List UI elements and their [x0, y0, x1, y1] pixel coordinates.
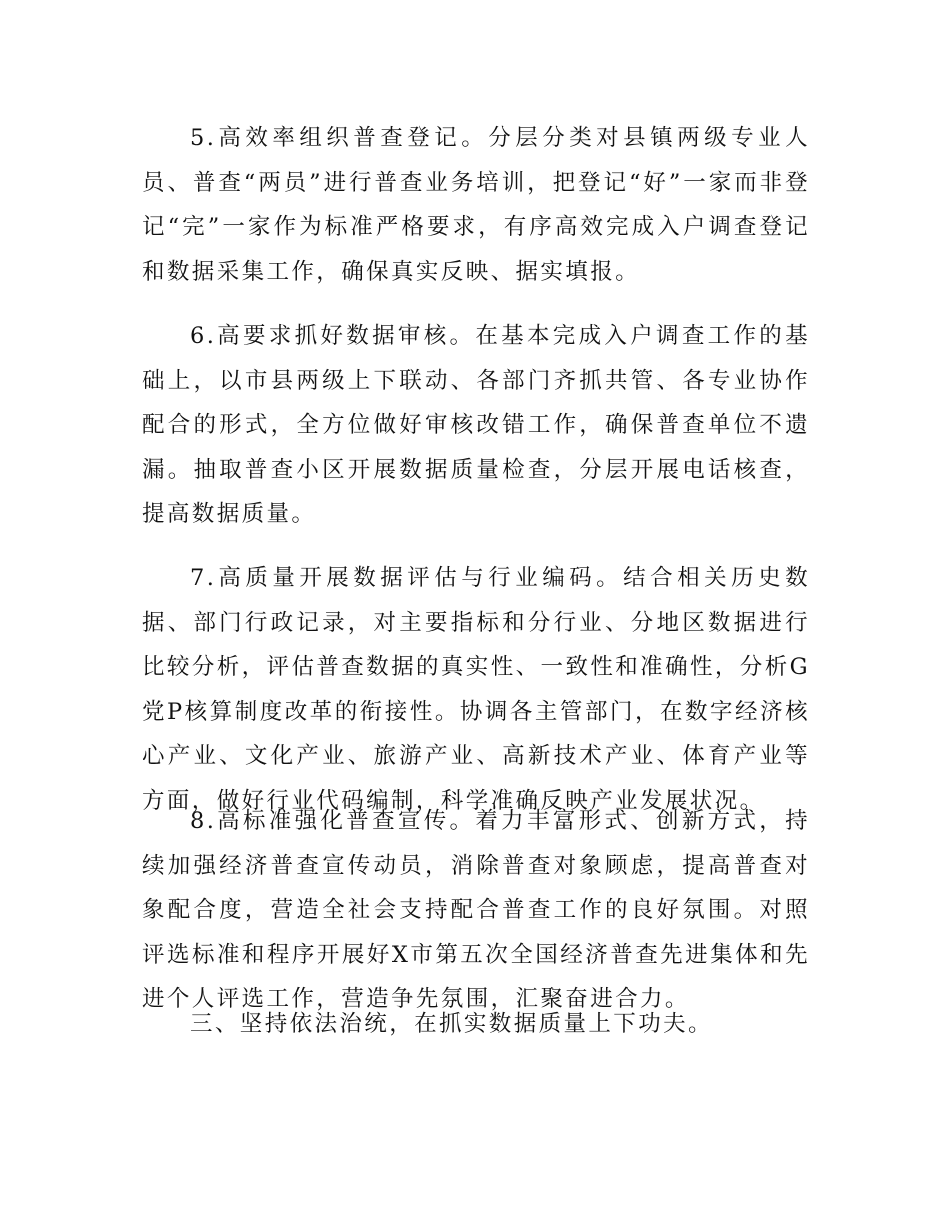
paragraph-item-7-data-evaluation: 7.高质量开展数据评估与行业编码。结合相关历史数据、部门行政记录，对主要指标和分行业、分地区数据进行比较分析，评估普查数据的真实性、一致性和准确性，分析G党P核算制度改革的衔接性。协调各主管部门，在数字经济核心产业、文化产业、旅游产业、高新技术产业、体育产业等方面，做好行业代码编制，科学准确反映产业发展状况。: [142, 565, 810, 814]
section-heading-three: 三、坚持依法治统，在抓实数据质量上下功夫。: [190, 1011, 713, 1037]
paragraph-item-5-registration: 5.高效率组织普查登记。分层分类对县镇两级专业人员、普查“两员”进行普查业务培训，把登记“好”一家而非登记“完”一家作为标准严格要求，有序高效完成入户调查登记和数据采集工作，确保真实反映、据实填报。: [142, 125, 810, 285]
paragraph-item-6-data-review: 6.高要求抓好数据审核。在基本完成入户调查工作的基础上，以市县两级上下联动、各部门齐抓共管、各专业协作配合的形式，全方位做好审核改错工作，确保普查单位不遗漏。抽取普查小区开展数据质量检查，分层开展电话核查，提高数据质量。: [142, 323, 810, 527]
paragraph-item-8-publicity: 8.高标准强化普查宣传。着力丰富形式、创新方式，持续加强经济普查宣传动员，消除普查对象顾虑，提高普查对象配合度，营造全社会支持配合普查工作的良好氛围。对照评选标准和程序开展好X市第五次全国经济普查先进集体和先进个人评选工作，营造争先氛围，汇聚奋进合力。: [142, 808, 810, 1012]
